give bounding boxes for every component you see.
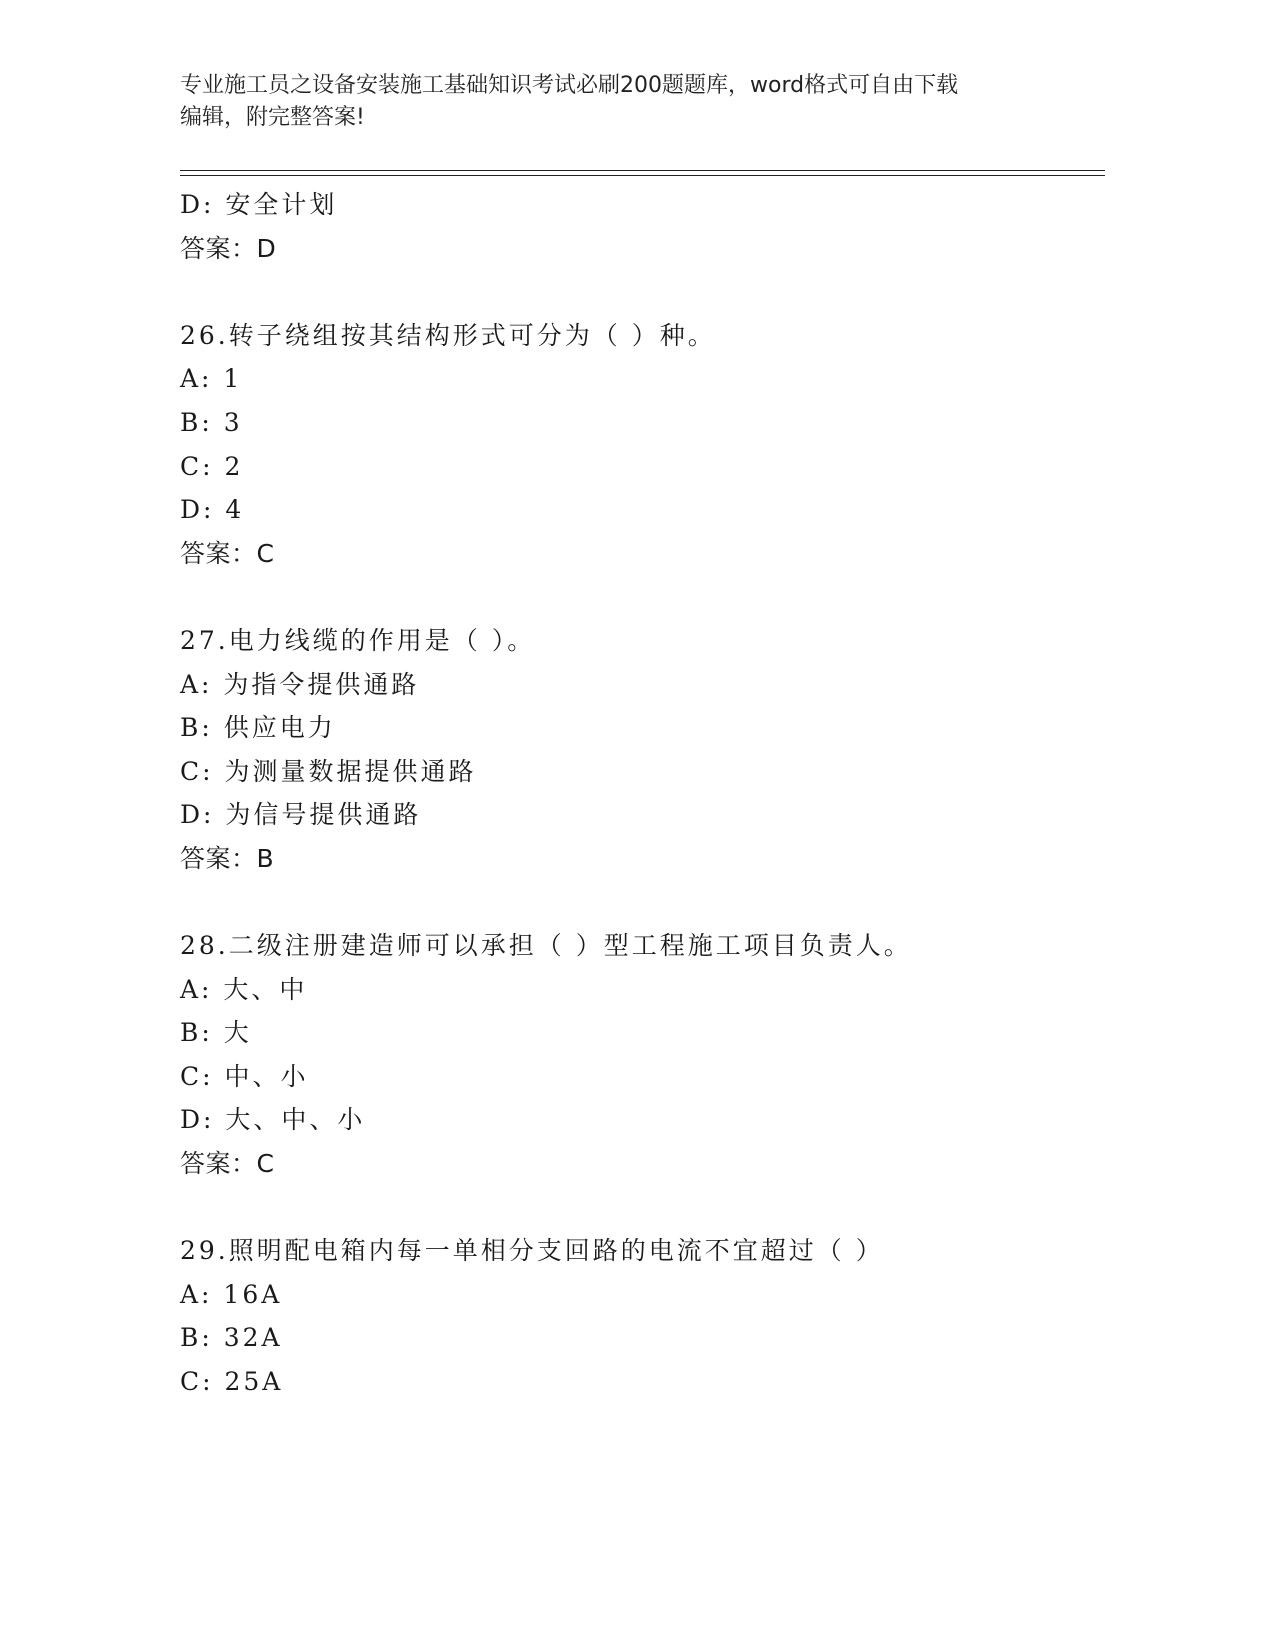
question-text: 28.二级注册建造师可以承担（ ）型工程施工项目负责人。 bbox=[180, 931, 912, 961]
option-c: C: 25A bbox=[180, 1367, 284, 1397]
option-b: B: 32A bbox=[180, 1323, 283, 1353]
spacer bbox=[180, 1186, 1105, 1230]
question-block-26 bbox=[180, 314, 1105, 576]
question-text: 27.电力线缆的作用是（ ）。 bbox=[180, 625, 536, 655]
question-text: 29.照明配电箱内每一单相分支回路的电流不宜超过（ ） bbox=[180, 1236, 884, 1266]
header-divider-bottom bbox=[180, 175, 1105, 176]
option-c: C: 2 bbox=[180, 451, 244, 481]
answer-label: 答案：C bbox=[180, 1149, 275, 1179]
document-header bbox=[180, 70, 1060, 134]
question-block-25 bbox=[180, 183, 1105, 270]
option-a: A: 16A bbox=[180, 1279, 283, 1309]
option-a: A: 大、中 bbox=[180, 974, 308, 1004]
question-block-28 bbox=[180, 924, 1105, 1186]
header-line-2: 编辑，附完整答案! bbox=[180, 105, 365, 130]
option-d: D: 大、中、小 bbox=[180, 1105, 366, 1135]
option-b: B: 3 bbox=[180, 407, 243, 437]
option-a: A: 1 bbox=[180, 364, 243, 394]
answer-label: 答案：C bbox=[180, 538, 275, 568]
spacer bbox=[180, 575, 1105, 619]
spacer bbox=[180, 270, 1105, 314]
option-d: D: 安全计划 bbox=[180, 190, 338, 219]
option-b: B: 供应电力 bbox=[180, 713, 336, 743]
question-block-29 bbox=[180, 1229, 1105, 1403]
question-text: 26.转子绕组按其结构形式可分为（ ）种。 bbox=[180, 320, 716, 350]
header-divider-top bbox=[180, 170, 1105, 171]
answer-label: 答案：D bbox=[180, 233, 277, 263]
question-list bbox=[180, 183, 1105, 1404]
option-d: D: 为信号提供通路 bbox=[180, 800, 422, 830]
option-c: C: 为测量数据提供通路 bbox=[180, 756, 477, 786]
option-d: D: 4 bbox=[180, 495, 245, 525]
question-block-27 bbox=[180, 619, 1105, 881]
option-a: A: 为指令提供通路 bbox=[180, 669, 420, 699]
header-line-1: 专业施工员之设备安装施工基础知识考试必刷200题题库，word格式可自由下载 bbox=[180, 73, 959, 98]
option-c: C: 中、小 bbox=[180, 1061, 309, 1091]
answer-label: 答案：B bbox=[180, 843, 275, 873]
option-b: B: 大 bbox=[180, 1018, 252, 1048]
spacer bbox=[180, 881, 1105, 925]
